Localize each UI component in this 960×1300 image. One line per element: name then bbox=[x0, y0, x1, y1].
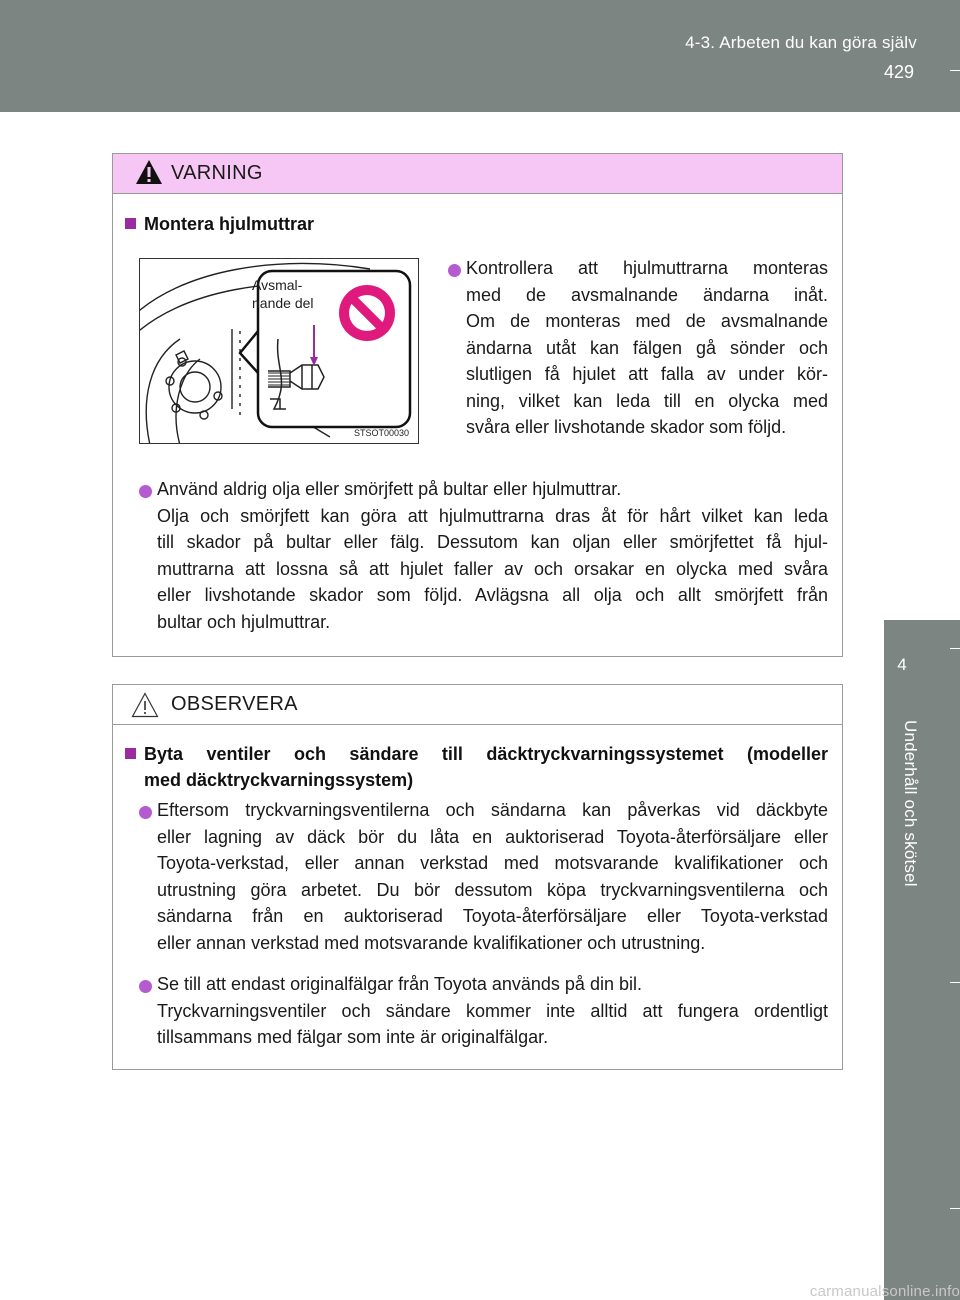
chapter-title: Underhåll och skötsel bbox=[901, 720, 920, 887]
trim-mark bbox=[950, 982, 960, 983]
warning-heading: VARNING bbox=[171, 162, 263, 184]
warning-bullet-1: Kontrollera att hjulmuttrarna monteras med de avsmalnande ändarna inåt. Om de monteras med de avsmalnande ändarna utåt kan fälgen gå sönder och slutligen få hjulet att falla av under kör- ning, vilket kan leda till en olycka med svåra eller livshotande skador som följd. bbox=[466, 258, 828, 437]
warning-section-title: Montera hjulmuttrar bbox=[125, 211, 314, 237]
warning-bullet-2: Använd aldrig olja eller smörjfett på bultar eller hjulmuttrar. Olja och smörjfett kan göra att hjulmuttrarna dras åt för hårt vilket kan leda till skador på bultar eller fälg. Dessutom kan oljan eller smörjfettet få hjul- muttrarna att lossna så att hjulet faller av och orsakar en olycka med svåra eller livshotande skador som följd. Avlägsna all olja och allt smörjfett från bultar och hjulmuttrar. bbox=[157, 479, 828, 632]
figure-code: STSOT00030 bbox=[353, 428, 409, 438]
watermark: carmanualsonline.info bbox=[809, 1283, 960, 1300]
bullet-dot-icon bbox=[139, 980, 152, 993]
notice-section-title: Byta ventiler och sändare till däcktryckvarningssystemet (modeller med däcktryckvarningssystem) bbox=[125, 741, 828, 793]
warning-header bbox=[113, 154, 842, 194]
taper-callout: Avsmal- nande del bbox=[252, 277, 314, 311]
page-number: 429 bbox=[883, 62, 914, 82]
trim-mark bbox=[950, 1208, 960, 1209]
bullet-dot-icon bbox=[448, 264, 461, 277]
notice-bullet-2: Se till att endast originalfälgar från Toyota används på din bil. Tryckvarningsventiler och sändare kommer inte alltid att fungera ordentligt tillsammans med fälgar som inte är originalfälgar. bbox=[157, 974, 828, 1047]
trim-mark bbox=[950, 70, 960, 71]
square-bullet-icon bbox=[125, 218, 136, 229]
notice-header bbox=[113, 685, 842, 725]
chapter-title-vertical bbox=[890, 720, 920, 930]
bullet-dot-icon bbox=[139, 806, 152, 819]
notice-bullet-1: Eftersom tryckvarningsventilerna och sändarna kan påverkas vid däckbyte eller lagning av däck bör du låta en auktoriserad Toyota-återförsäljare eller Toyota-verkstad, eller annan verkstad med motsvarande kvalifikationer och utrustning göra arbetet. Du bör dessutom köpa tryckvarningsventilerna och sändarna från en auktoriserad Toyota-återförsäljare eller Toyota-verkstad eller annan verkstad med motsvarande kvalifikationer och utrustning. bbox=[157, 800, 828, 953]
chapter-number: 4 bbox=[897, 655, 907, 674]
notice-box bbox=[112, 684, 843, 1070]
warning-triangle-icon bbox=[135, 159, 163, 185]
bullet-dot-icon bbox=[139, 485, 152, 498]
trim-mark bbox=[950, 648, 960, 649]
page-header bbox=[0, 0, 960, 112]
caution-triangle-icon bbox=[131, 692, 159, 718]
wheel-nut-figure bbox=[139, 258, 419, 444]
square-bullet-icon bbox=[125, 748, 136, 759]
section-title: 4-3. Arbeten du kan göra själv bbox=[685, 33, 917, 52]
warning-box bbox=[112, 153, 843, 657]
notice-heading: OBSERVERA bbox=[171, 693, 298, 715]
